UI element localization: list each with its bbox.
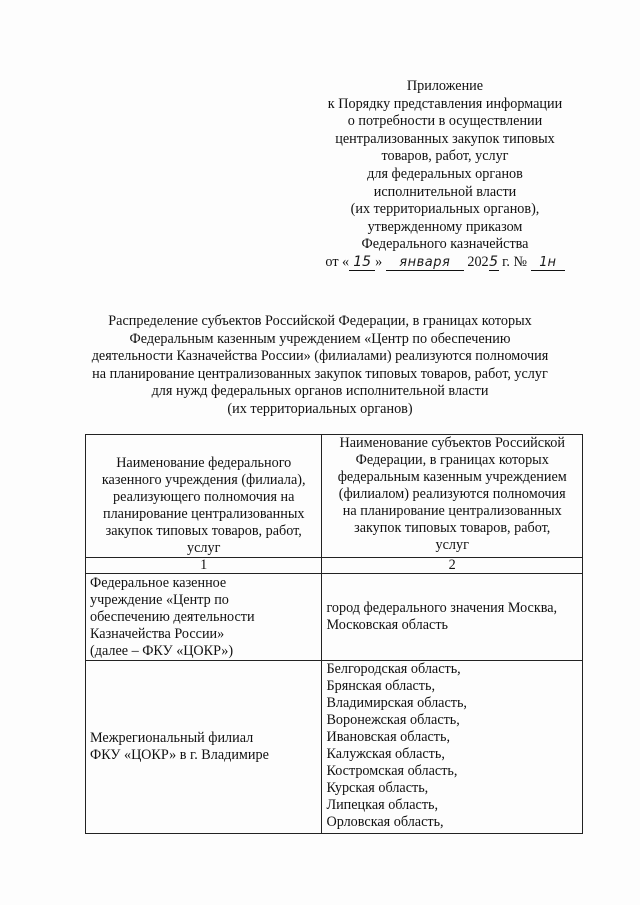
appendix-line: к Порядку представления информации bbox=[327, 95, 563, 112]
header-line: Наименование федерального bbox=[116, 455, 292, 471]
handwritten-day: 15 bbox=[349, 255, 375, 271]
table-row bbox=[86, 574, 583, 661]
header-line: казенного учреждения (филиала), bbox=[101, 472, 306, 488]
cell-line: Курская область, bbox=[326, 780, 429, 796]
title-line: на планирование централизованных закупок типовых товаров, работ, услуг bbox=[92, 365, 548, 382]
handwritten-order-number: 1н bbox=[531, 255, 565, 271]
header-line: Наименование субъектов Российской bbox=[339, 435, 565, 451]
header-cell-regions bbox=[322, 435, 583, 558]
title-line: (их территориальных органов) bbox=[227, 400, 413, 417]
title-line: Распределение субъектов Российской Федерации, в границах которых bbox=[108, 313, 532, 329]
appendix-line: утвержденному приказом bbox=[367, 218, 523, 235]
header-line: закупок типовых товаров, работ, bbox=[354, 520, 551, 536]
handwritten-month: января bbox=[386, 255, 464, 271]
cell-line: Казначейства России» bbox=[90, 625, 225, 642]
appendix-line: централизованных закупок типовых bbox=[335, 130, 555, 147]
header-line: закупок типовых товаров, работ, bbox=[105, 523, 302, 539]
table-row bbox=[86, 661, 583, 834]
distribution-table bbox=[85, 434, 583, 834]
cell-line: обеспечению деятельности bbox=[90, 608, 255, 625]
header-line: реализующего полномочия на bbox=[113, 489, 295, 505]
cell-line: Московская область bbox=[326, 617, 448, 633]
order-date-line bbox=[300, 254, 590, 272]
cell-line: Орловская область, bbox=[326, 814, 444, 830]
header-line: федеральным казенным учреждением bbox=[337, 469, 567, 485]
cell-line: город федерального значения Москва, bbox=[326, 600, 558, 616]
cell-line: Воронежская область, bbox=[326, 712, 460, 728]
header-cell-institution bbox=[86, 435, 322, 558]
header-line: Федерации, в границах которых bbox=[355, 452, 549, 468]
number-prefix: г. № bbox=[498, 253, 531, 270]
regions-cell bbox=[322, 574, 583, 661]
table-header-row bbox=[86, 435, 583, 558]
appendix-line: товаров, работ, услуг bbox=[381, 148, 509, 165]
cell-line: Владимирская область, bbox=[326, 695, 467, 711]
title-line: деятельности Казначейства России» (филиалами) реализуются полномочия bbox=[91, 348, 549, 365]
header-line: услуг bbox=[187, 540, 221, 556]
institution-cell bbox=[86, 661, 322, 834]
appendix-line: исполнительной власти bbox=[373, 183, 517, 200]
date-prefix: от « bbox=[325, 253, 350, 270]
cell-line: Межрегиональный филиал bbox=[90, 730, 254, 746]
header-line: на планирование централизованных bbox=[342, 503, 562, 519]
appendix-line: Федерального казначейства bbox=[361, 236, 529, 253]
date-mid: » bbox=[375, 253, 386, 270]
cell-line: Ивановская область, bbox=[326, 729, 451, 745]
appendix-line: Приложение bbox=[406, 78, 484, 94]
handwritten-year-digit: 5 bbox=[489, 253, 499, 270]
appendix-line: для федеральных органов bbox=[367, 165, 523, 182]
header-line: планирование централизованных bbox=[102, 506, 305, 522]
appendix-header bbox=[300, 78, 590, 272]
institution-cell bbox=[86, 574, 322, 661]
appendix-line: о потребности в осуществлении bbox=[347, 113, 543, 130]
year-prefix: 202 bbox=[463, 253, 489, 270]
cell-line: Брянская область, bbox=[326, 678, 436, 694]
document-title bbox=[60, 313, 580, 419]
title-line: Федеральным казенным учреждением «Центр по обеспечению bbox=[129, 330, 511, 347]
cell-line: учреждение «Центр по bbox=[90, 591, 229, 608]
cell-line: ФКУ «ЦОКР» в г. Владимире bbox=[90, 747, 269, 763]
cell-line: Липецкая область, bbox=[326, 797, 439, 813]
cell-line: (далее – ФКУ «ЦОКР») bbox=[90, 642, 234, 659]
cell-line: Белгородская область, bbox=[326, 661, 461, 677]
table-column-numbers-row bbox=[86, 558, 583, 574]
header-line: услуг bbox=[435, 537, 469, 553]
column-number-2: 2 bbox=[322, 558, 583, 574]
cell-line: Костромская область, bbox=[326, 763, 458, 779]
header-line: (филиалом) реализуются полномочия bbox=[338, 486, 566, 502]
cell-line: Калужская область, bbox=[326, 746, 445, 762]
column-number-1: 1 bbox=[86, 558, 322, 574]
title-line: для нужд федеральных органов исполнительной власти bbox=[151, 383, 489, 400]
cell-line: Федеральное казенное bbox=[90, 574, 227, 591]
regions-cell bbox=[322, 661, 583, 834]
appendix-line: (их территориальных органов), bbox=[350, 201, 540, 218]
